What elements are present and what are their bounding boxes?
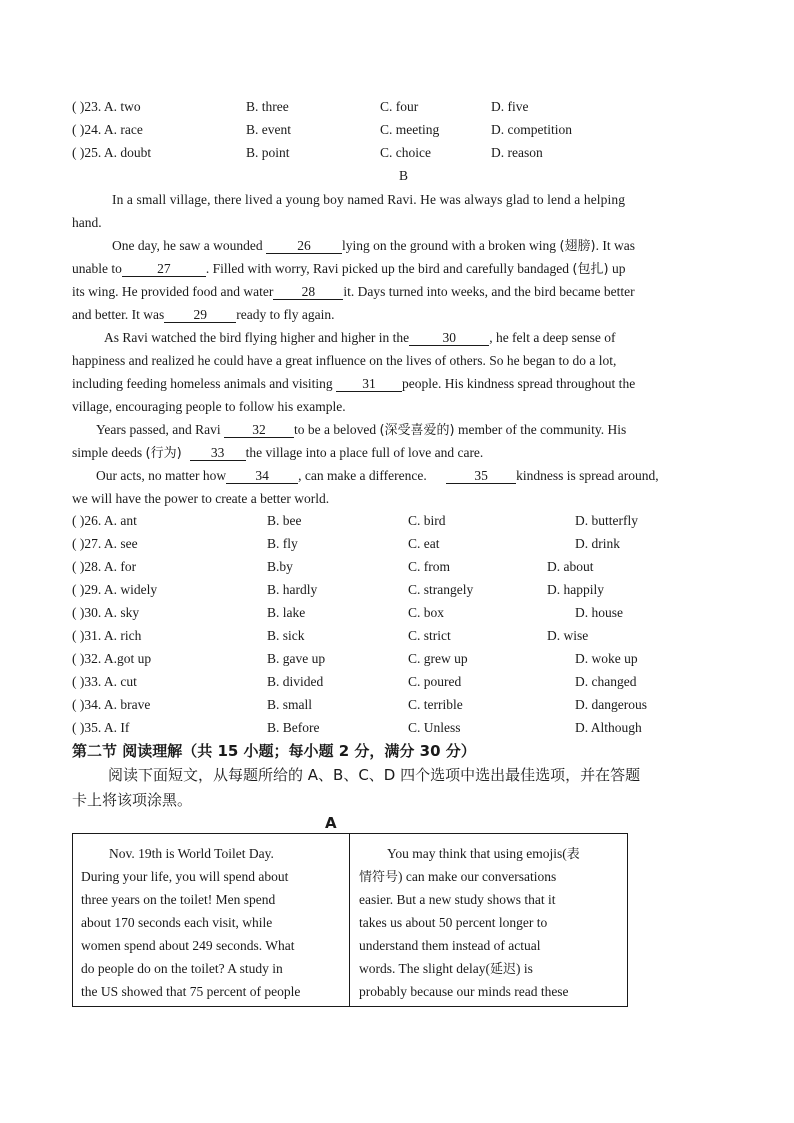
question-row-27 (72, 536, 722, 554)
right-cell-line: 情符号) can make our conversations (359, 869, 557, 885)
passage-line: As Ravi watched the bird flying higher and higher in the 30 , he felt a deep sense of (104, 330, 616, 345)
blank-33: 33 (190, 445, 246, 461)
option-c: C. eat (408, 536, 440, 551)
question-number-option-a: ( )32. A.got up (72, 651, 152, 666)
question-row-24 (72, 122, 722, 140)
right-cell-line: You may think that using emojis(表 (387, 846, 580, 862)
section-b-title: B (399, 168, 409, 183)
right-cell-line: takes us about 50 percent longer to (359, 915, 548, 930)
option-d: D. five (491, 99, 529, 114)
question-number-option-a: ( )25. A. doubt (72, 145, 152, 160)
option-b: B. point (246, 145, 290, 160)
question-number-option-a: ( )28. A. for (72, 559, 137, 574)
blank-29: 29 (164, 307, 236, 323)
passage-line: its wing. He provided food and water 28 it. Days turned into weeks, and the bird became better (72, 284, 635, 299)
question-number-option-a: ( )30. A. sky (72, 605, 140, 620)
passage-line: Our acts, no matter how 34 , can make a difference. 35 kindness is spread around, (96, 468, 659, 483)
option-b: B. bee (267, 513, 302, 528)
passage-line: hand. (72, 215, 102, 230)
right-cell-line: words. The slight delay(延迟) is (359, 961, 533, 977)
option-c: C. from (408, 559, 450, 574)
column-divider (349, 834, 350, 1006)
question-number-option-a: ( )27. A. see (72, 536, 138, 551)
option-d: D. Although (575, 720, 642, 735)
question-number-option-a: ( )26. A. ant (72, 513, 137, 528)
question-number-option-a: ( )31. A. rich (72, 628, 142, 643)
option-d: D. reason (491, 145, 543, 160)
question-row-31 (72, 628, 722, 646)
option-b: B. fly (267, 536, 298, 551)
blank-35: 35 (446, 468, 516, 484)
reading-a-title: A (325, 814, 337, 832)
option-c: C. terrible (408, 697, 463, 712)
option-b: B. three (246, 99, 289, 114)
blank-27: 27 (122, 261, 206, 277)
question-row-35 (72, 720, 722, 738)
option-d: D. woke up (575, 651, 638, 666)
option-b: B. divided (267, 674, 324, 689)
option-d: D. competition (491, 122, 572, 137)
question-row-25 (72, 145, 722, 163)
option-c: C. four (380, 99, 419, 114)
passage-line: village, encouraging people to follow his example. (72, 399, 346, 414)
option-b: B. Before (267, 720, 320, 735)
question-row-26 (72, 513, 722, 531)
question-number-option-a: ( )29. A. widely (72, 582, 158, 597)
left-cell-line: three years on the toilet! Men spend (81, 892, 276, 907)
instructions-line: 卡上将该项涂黑。 (72, 791, 193, 809)
option-b: B. hardly (267, 582, 318, 597)
option-c: C. grew up (408, 651, 468, 666)
blank-31: 31 (336, 376, 402, 392)
option-d: D. dangerous (575, 697, 647, 712)
question-number-option-a: ( )34. A. brave (72, 697, 151, 712)
option-c: C. Unless (408, 720, 461, 735)
question-number-option-a: ( )33. A. cut (72, 674, 137, 689)
option-d: D. changed (575, 674, 637, 689)
right-cell-line: understand them instead of actual (359, 938, 541, 953)
question-row-29 (72, 582, 722, 600)
left-cell-line: the US showed that 75 percent of people (81, 984, 301, 999)
question-row-33 (72, 674, 722, 692)
option-b: B. small (267, 697, 313, 712)
question-row-28 (72, 559, 722, 577)
left-cell-line: women spend about 249 seconds. What (81, 938, 295, 953)
option-b: B. gave up (267, 651, 326, 666)
passage-line: we will have the power to create a better world. (72, 491, 330, 506)
question-number-option-a: ( )23. A. two (72, 99, 141, 114)
question-number-option-a: ( )24. A. race (72, 122, 143, 137)
option-b: B. sick (267, 628, 305, 643)
option-d: D. about (547, 559, 594, 574)
blank-28: 28 (273, 284, 343, 300)
reading-table (72, 833, 628, 1007)
option-c: C. box (408, 605, 445, 620)
option-c: C. strangely (408, 582, 474, 597)
option-c: C. strict (408, 628, 451, 643)
passage-line: unable to 27 . Filled with worry, Ravi picked up the bird and carefully bandaged (包扎) up (72, 261, 626, 277)
blank-34: 34 (226, 468, 298, 484)
passage-line: In a small village, there lived a young boy named Ravi. He was always glad to lend a helping (112, 192, 626, 207)
question-number-option-a: ( )35. A. If (72, 720, 130, 735)
passage-line: including feeding homeless animals and visiting 31 people. His kindness spread throughout the (72, 376, 636, 391)
passage-line: happiness and realized he could have a great influence on the lives of others. So he began to do a lot, (72, 353, 617, 368)
option-d: D. butterfly (575, 513, 638, 528)
left-cell-line: about 170 seconds each visit, while (81, 915, 273, 930)
passage-line: and better. It was 29 ready to fly again. (72, 307, 335, 322)
passage-line: simple deeds (行为) 33 the village into a place full of love and care. (72, 445, 484, 461)
option-c: C. poured (408, 674, 462, 689)
blank-26: 26 (266, 238, 342, 254)
option-b: B. event (246, 122, 291, 137)
blank-30: 30 (409, 330, 489, 346)
right-cell-line: probably because our minds read these (359, 984, 569, 999)
option-c: C. meeting (380, 122, 440, 137)
option-c: C. bird (408, 513, 446, 528)
option-d: D. drink (575, 536, 620, 551)
option-d: D. happily (547, 582, 604, 597)
question-row-32 (72, 651, 722, 669)
option-d: D. house (575, 605, 623, 620)
instructions-line: 阅读下面短文，从每题所给的 A、B、C、D 四个选项中选出最佳选项，并在答题 (108, 766, 641, 784)
left-cell-line: During your life, you will spend about (81, 869, 289, 884)
question-row-30 (72, 605, 722, 623)
option-c: C. choice (380, 145, 431, 160)
question-row-34 (72, 697, 722, 715)
passage-line: Years passed, and Ravi 32 to be a beloved (深受喜爱的) member of the community. His (96, 422, 627, 438)
option-b: B. lake (267, 605, 306, 620)
option-b: B.by (267, 559, 293, 574)
blank-32: 32 (224, 422, 294, 438)
passage-line: One day, he saw a wounded 26 lying on the ground with a broken wing (翅膀). It was (112, 238, 635, 254)
option-d: D. wise (547, 628, 589, 643)
section-heading: 第二节 阅读理解（共 15 小题；每小题 2 分，满分 30 分） (72, 742, 476, 760)
left-cell-line: Nov. 19th is World Toilet Day. (109, 846, 274, 861)
right-cell-line: easier. But a new study shows that it (359, 892, 556, 907)
left-cell-line: do people do on the toilet? A study in (81, 961, 283, 976)
question-row-23 (72, 99, 722, 117)
